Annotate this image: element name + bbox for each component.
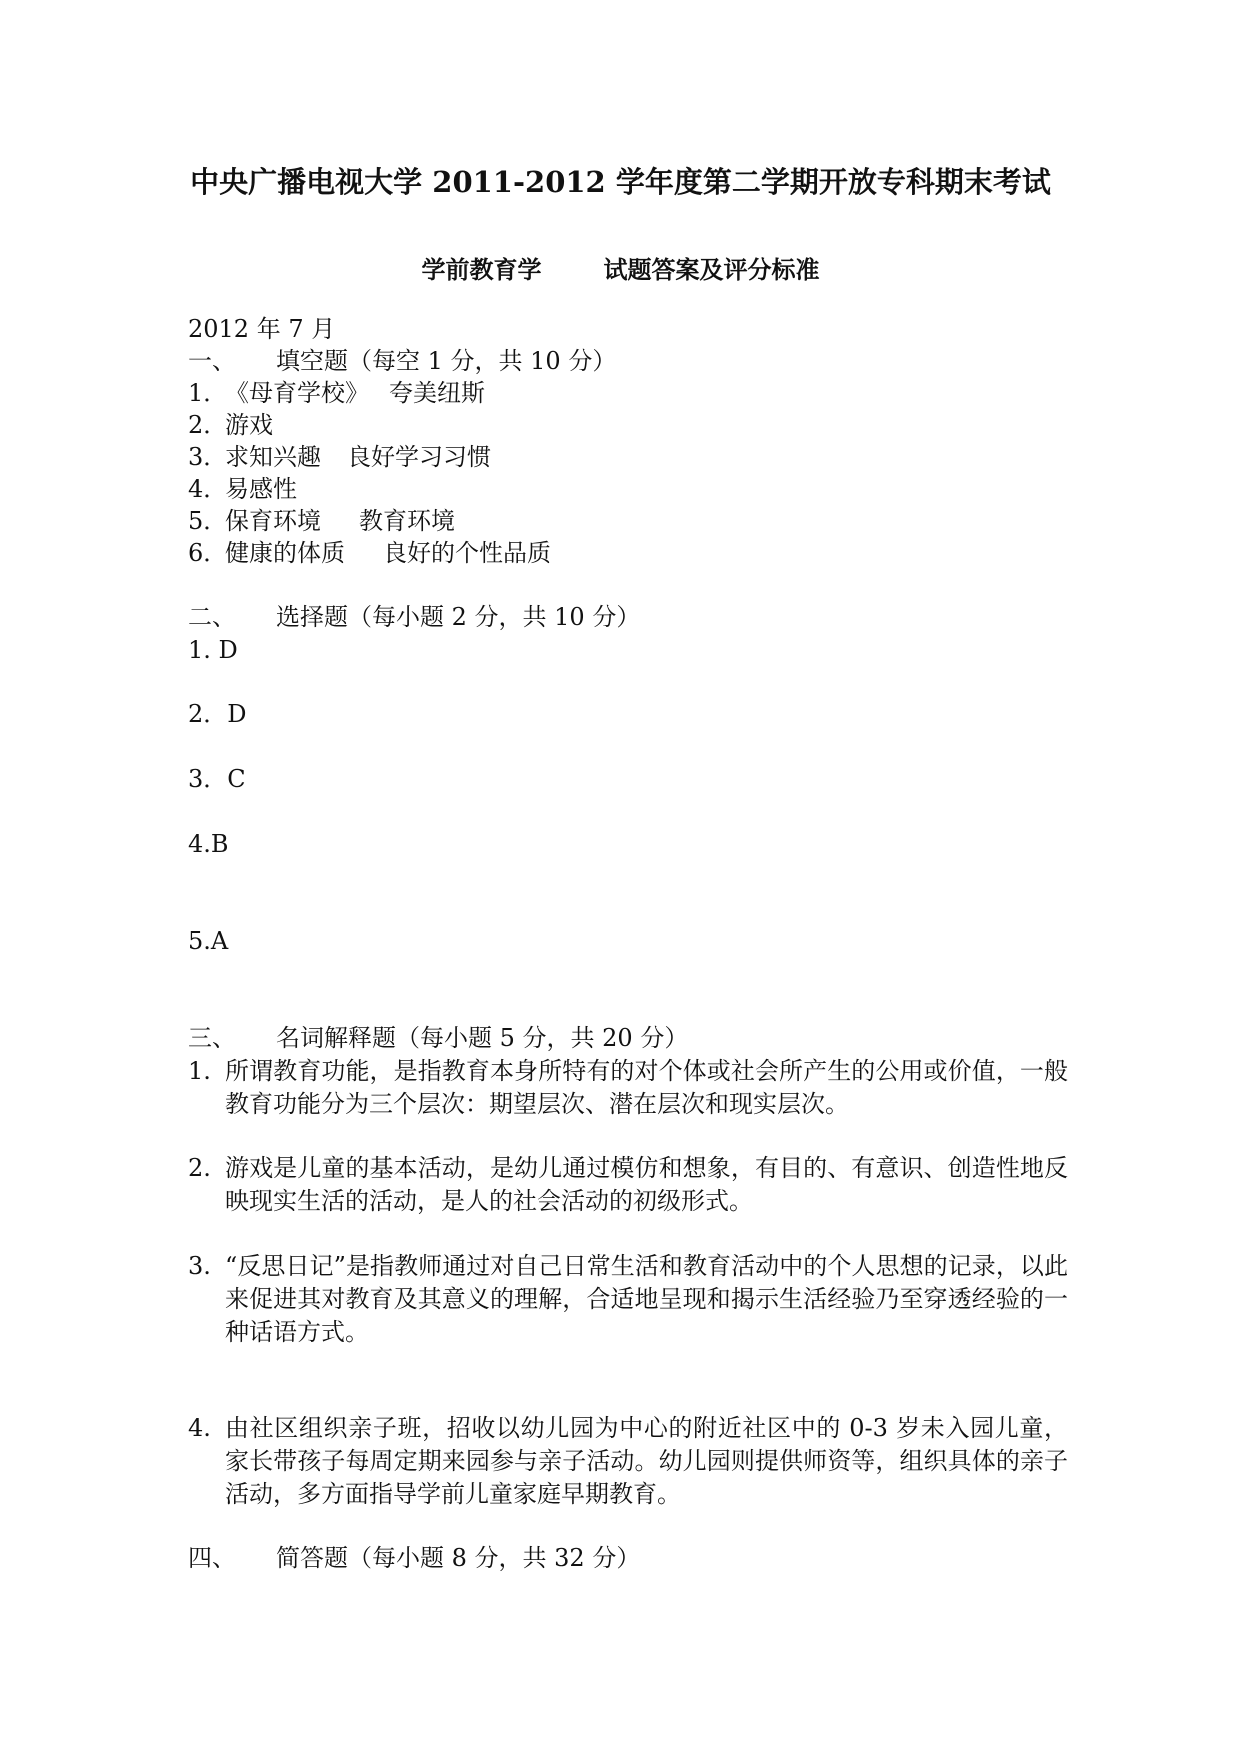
answer-text: 《母育学校》 bbox=[225, 379, 369, 407]
list-item: 5.A bbox=[188, 927, 229, 955]
item-number: 6． bbox=[188, 539, 228, 567]
list-item bbox=[188, 473, 297, 506]
section-title: 选择题（每小题 2 分，共 10 分） bbox=[276, 603, 641, 631]
answer-text: 良好学习习惯 bbox=[347, 443, 491, 471]
section-heading bbox=[188, 1542, 640, 1575]
item-number: 4. bbox=[188, 1414, 211, 1442]
list-item bbox=[188, 377, 485, 410]
answer-text: 健康的体质 bbox=[225, 539, 345, 567]
section-number: 三、 bbox=[188, 1024, 236, 1052]
list-item bbox=[188, 537, 551, 570]
section-heading bbox=[188, 1022, 688, 1055]
subject-name: 学前教育学 bbox=[421, 255, 542, 284]
item-number: 5． bbox=[188, 507, 228, 535]
list-item bbox=[188, 409, 273, 442]
section-number: 四、 bbox=[188, 1544, 236, 1572]
answer-text: 教育环境 bbox=[359, 507, 455, 535]
section-number: 二、 bbox=[188, 603, 236, 631]
definition-text: 由社区组织亲子班，招收以幼儿园为中心的附近社区中的 0-3 岁未入园儿童，家长带孩子每周定期来园参与亲子活动。幼儿园则提供师资等，组织具体的亲子活动，多方面指导学前儿童家庭早期教育。 bbox=[225, 1414, 1068, 1508]
list-item bbox=[188, 1412, 1068, 1511]
item-number: 3． bbox=[188, 443, 228, 471]
answer-text: 夸美纽斯 bbox=[389, 379, 485, 407]
section-title: 简答题（每小题 8 分，共 32 分） bbox=[276, 1544, 641, 1572]
section-heading bbox=[188, 601, 640, 634]
answer-text: 游戏 bbox=[225, 411, 273, 439]
answer-text: 良好的个性品质 bbox=[383, 539, 551, 567]
answer-text: 易感性 bbox=[225, 475, 297, 503]
list-item bbox=[188, 1055, 1068, 1121]
document-subtitle bbox=[0, 250, 1241, 285]
list-item bbox=[188, 1250, 1068, 1349]
list-item bbox=[188, 1152, 1068, 1218]
list-item: 4.B bbox=[188, 830, 229, 858]
item-number: 2． bbox=[188, 411, 228, 439]
list-item: 2．D bbox=[188, 700, 247, 728]
section-number: 一、 bbox=[188, 347, 236, 375]
exam-date: 2012 年 7 月 bbox=[188, 315, 336, 343]
definition-text: “反思日记”是指教师通过对自己日常生活和教育活动中的个人思想的记录，以此来促进其对教育及其意义的理解，合适地呈现和揭示生活经验乃至穿透经验的一种话语方式。 bbox=[225, 1252, 1068, 1346]
document-title: 中央广播电视大学 2011-2012 学年度第二学期开放专科期末考试 bbox=[190, 165, 1051, 199]
answer-text: 求知兴趣 bbox=[225, 443, 321, 471]
answer-text: 保育环境 bbox=[225, 507, 321, 535]
list-item: 1. D bbox=[188, 636, 238, 664]
item-number: 4． bbox=[188, 475, 228, 503]
section-title: 名词解释题（每小题 5 分，共 20 分） bbox=[276, 1024, 689, 1052]
definition-text: 所谓教育功能，是指教育本身所特有的对个体或社会所产生的公用或价值，一般教育功能分为三个层次：期望层次、潜在层次和现实层次。 bbox=[225, 1057, 1068, 1118]
item-number: 3. bbox=[188, 1252, 211, 1280]
item-number: 1． bbox=[188, 379, 228, 407]
list-item bbox=[188, 441, 491, 474]
list-item: 3．C bbox=[188, 765, 246, 793]
item-number: 1. bbox=[188, 1057, 211, 1085]
section-title: 填空题（每空 1 分，共 10 分） bbox=[276, 347, 617, 375]
item-number: 2. bbox=[188, 1154, 211, 1182]
definition-text: 游戏是儿童的基本活动，是幼儿通过模仿和想象，有目的、有意识、创造性地反映现实生活的活动，是人的社会活动的初级形式。 bbox=[225, 1154, 1068, 1215]
list-item bbox=[188, 505, 455, 538]
subtitle-text: 试题答案及评分标准 bbox=[603, 255, 820, 284]
section-heading bbox=[188, 345, 616, 378]
